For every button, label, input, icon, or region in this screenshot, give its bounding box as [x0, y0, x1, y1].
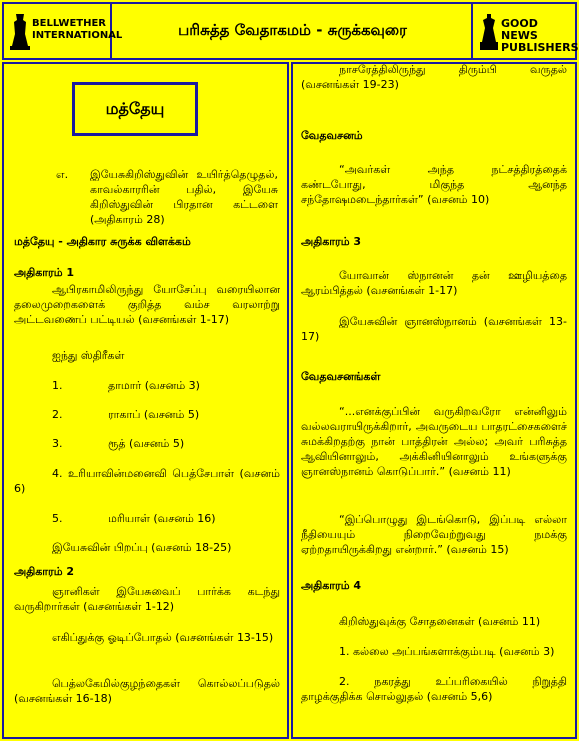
- chapter-3-heading: அதிகாரம் 3: [301, 235, 362, 248]
- good-news-logo: [471, 4, 579, 58]
- woman-5: மரியாள் (வசனம் 16): [108, 512, 216, 525]
- chapter-1-heading: அதிகாரம் 1: [14, 266, 75, 279]
- woman-4: 4. உரியாவின்மனைவி பெத்சேபாள் (வசனம் 6): [14, 467, 280, 495]
- page-title: பரிசுத்த வேதாகமம் - சுருக்கவுரை: [178, 21, 407, 39]
- woman-3-number: 3.: [52, 437, 63, 450]
- woman-2-number: 2.: [52, 408, 63, 421]
- bell-figure-icon: [10, 12, 30, 52]
- chapter-3-john-ministry: யோவான் ஸ்நானன் தன் ஊழியத்தை ஆரம்பித்தல் (வசனங்கள் 1-17): [301, 269, 567, 297]
- scripture-verse-11: “...எனக்குப்பின் வருகிறவரோ என்னிலும் வல்லவராயிருக்கிறார், அவருடைய பாதரட்சைகளைச் சுமக்கிறதற்கு நான் பாத்திரன் அல்ல; அவர் பரிசுத்த ஆவியினாலும், அக்கினியினாலும் உங்களுக்கு ஞானஸ்நானம் கொடுப்பார்.” (வசனம் 11): [301, 405, 567, 478]
- chapter-4-item-2: 2. நகரத்து உப்பரிகையில் நிறுத்தி தாழக்குதிக்க சொல்லுதல் (வசனம் 5,6): [301, 675, 567, 703]
- chapter-2-flight-to-egypt: எகிப்துக்கு ஓடிப்போதல் (வசனங்கள் 13-15): [52, 631, 274, 644]
- book-title: மத்தேயு: [105, 98, 165, 118]
- woman-1: தாமார் (வசனம் 3): [108, 379, 200, 392]
- left-column: [2, 62, 289, 739]
- chapter-2-massacre: பெத்லகேமில்குழந்தைகள் கொல்லப்படுதல் (வசனங்கள் 16-18): [14, 677, 280, 705]
- chapter-2-wise-men: ஞானிகள் இயேசுவைப் பார்க்க கடந்து வருகிறார்கள் (வசனங்கள் 1-12): [14, 585, 280, 613]
- woman-1-number: 1.: [52, 379, 63, 392]
- scripture-heading: வேதவசனம்: [301, 129, 363, 142]
- scripture-verse-15: “இப்பொழுது இடங்கொடு, இப்படி எல்லா நீதியையும் நிறைவேற்றுவது நமக்கு ஏற்றதாயிருக்கிறது என்றார்.” (வசனம் 15): [301, 513, 567, 556]
- summary-heading: மத்தேயு - அதிகார சுருக்க விளக்கம்: [14, 235, 191, 248]
- statue-figure-icon: [479, 12, 499, 52]
- right-column: [291, 62, 577, 739]
- woman-3: ரூத் (வசனம் 5): [108, 437, 185, 450]
- chapter-4-heading: அதிகாரம் 4: [301, 579, 362, 592]
- right-logo-text: GOOD NEWS PUBLISHERS: [501, 17, 579, 54]
- header-bar: [2, 2, 577, 60]
- intro-text: இயேசுகிறிஸ்துவின் உயிர்த்தெழுதல், காவல்காரரின் பதில், இயேசு கிறிஸ்துவின் பிரதான கட்டளை (அதிகாரம் 28): [90, 168, 278, 226]
- scripture-verse-10: “அவர்கள் அந்த நட்சத்திரத்தைக் கண்டபோது, மிகுந்த ஆனந்த சந்தோஷமடைந்தார்கள்” (வசனம் 10): [301, 163, 567, 206]
- bellwether-logo: [4, 4, 123, 58]
- chapter-4-item-1: 1. கல்லை அப்பங்களாக்கும்படி (வசனம் 3): [339, 645, 555, 658]
- intro-marker: எ.: [56, 168, 69, 181]
- chapter-4-temptations: கிறிஸ்துவுக்கு சோதனைகள் (வசனம் 11): [339, 615, 541, 628]
- chapter-3-baptism: இயேசுவின் ஞானஸ்நானம் (வசனங்கள் 13-17): [301, 315, 567, 343]
- birth-of-jesus: இயேசுவின் பிறப்பு (வசனம் 18-25): [52, 541, 232, 554]
- chapter-1-genealogy: ஆபிரகாமிலிருந்து யோசேப்பு வரையிலான தலைமுறைகளைக் குறித்த வம்ச வரலாற்று அட்டவணைப் பட்டியல் (வசனங்கள் 1-17): [14, 283, 280, 326]
- book-title-box: [72, 82, 198, 136]
- woman-5-number: 5.: [52, 512, 63, 525]
- left-logo-text: BELLWETHER INTERNATIONAL: [32, 18, 123, 41]
- return-from-nazareth: நாசரேத்திலிருந்து திரும்பி வருதல் (வசனங்கள் 19-23): [301, 63, 567, 91]
- woman-2: ராகாப் (வசனம் 5): [108, 408, 200, 421]
- five-women-heading: ஐந்து ஸ்திரீகள்: [52, 349, 125, 362]
- chapter-2-heading: அதிகாரம் 2: [14, 565, 75, 578]
- scriptures-heading: வேதவசனங்கள்: [301, 370, 381, 383]
